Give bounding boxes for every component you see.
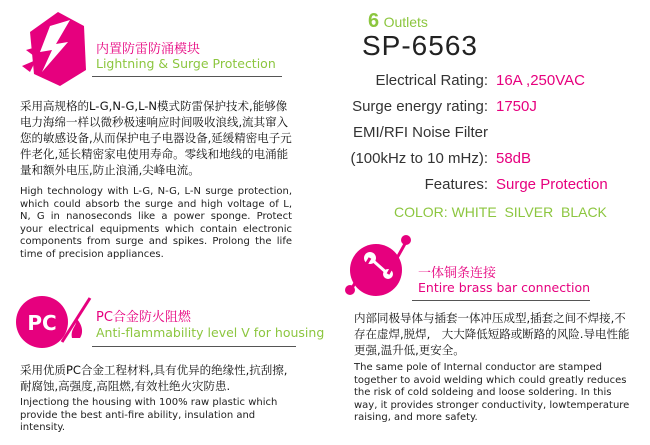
model-number: SP-6563 [362, 30, 478, 61]
pc-body-en: Injectiong the housing with 100% raw plastic which provide the best anti-fire ability, insulation and intensity. [20, 397, 278, 433]
color-options: COLOR: WHITE SILVER BLACK [394, 204, 607, 220]
spec-value-features: Surge Protection [496, 176, 608, 193]
spec-label-surge: Surge energy rating: [352, 98, 488, 115]
brass-divider [412, 300, 590, 301]
spec-label-range: (100kHz to 10 mHz): [350, 150, 488, 167]
lightning-body-cn: 采用高规格的L-G,N-G,L-N模式防雷保护技术,能够像电力海绵一样以微秒极速响应时间吸收浪线,流其窜入您的敏感设备,从而保护电子电器设备,延缓精密电子元件老化,延长精密家电使用寿命。零线和地线的电涌能量和额外电压,防止浪涌,尖峰电流。 [20, 99, 292, 177]
lightning-body-en: High technology with L-G, N-G, L-N surge protection, which could absorb the surge and high voltage of L, N, G in nanoseconds like a power sponge. Protect your electrical equipments which contain electronic components from surge and spikes. Prolong the life time of precision appliances. [20, 186, 292, 260]
brass-title-cn: 一体铜条连接 [418, 266, 497, 281]
brass-title-en: Entire brass bar connection [418, 280, 591, 295]
pc-fire-icon [12, 292, 94, 352]
spec-label-emi: EMI/RFI Noise Filter [352, 124, 488, 141]
lightning-divider [92, 76, 282, 77]
spec-value-range: 58dB [496, 150, 532, 167]
pc-body-cn: 采用优质PC合金工程材料,具有优异的绝缘性,抗刮擦,耐腐蚀,高强度,高阻燃,有效杜绝火灾防患. [20, 363, 288, 393]
spec-label-features: Features: [424, 176, 488, 193]
brass-body-cn: 内部同极导体与插套一体冲压成型,插套之间不焊接,不存在虚焊,脱焊, 大大降低短路或断路的风险.导电性能更强,温升低,更安全。 [354, 311, 630, 357]
outlets-number: 6 [368, 10, 380, 32]
pc-title-cn: PC合金防火阻燃 [96, 310, 191, 325]
spec-label-electrical: Electrical Rating: [375, 72, 488, 89]
spec-value-electrical: 16A ,250VAC [496, 72, 585, 89]
pc-divider [92, 346, 296, 347]
lightning-title-cn: 内置防雷防涌模块 [96, 42, 201, 57]
pc-title-en: Anti-flammability level V for housing [96, 325, 325, 340]
lightning-icon [20, 10, 92, 90]
spec-value-surge: 1750J [496, 98, 537, 115]
brass-connection-icon [340, 232, 416, 302]
outlets-label: Outlets [383, 14, 428, 30]
lightning-title-en: Lightning & Surge Protection [96, 56, 276, 71]
brass-body-en: The same pole of Internal conductor are stamped together to avoid welding which could greatly reduces the risk of cold soldeing and loose soldering. In this way, it provides stronger conductivity, lowtemperature raising, and more safety. [354, 362, 630, 423]
pc-icon-text: PC [27, 311, 57, 335]
